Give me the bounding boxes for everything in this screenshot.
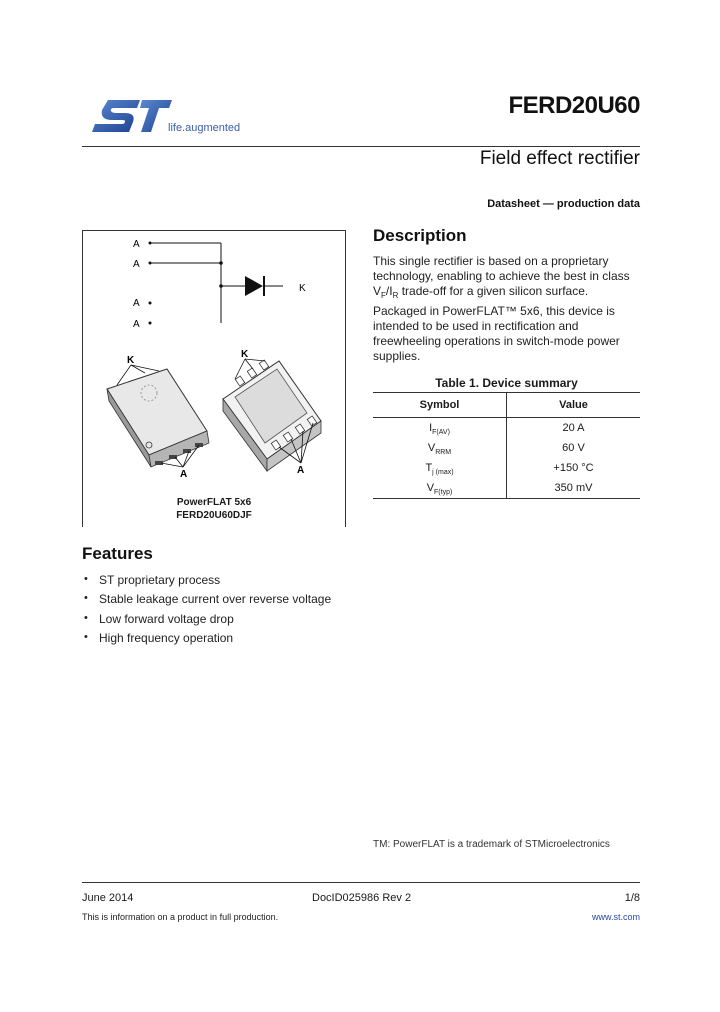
table-row [373, 438, 640, 458]
datasheet-label: Datasheet — production data [487, 198, 640, 210]
header-divider [82, 146, 640, 147]
trademark-note: TM: PowerFLAT is a trademark of STMicroelectronics [373, 839, 610, 850]
footer-doc-id: DocID025986 Rev 2 [312, 892, 412, 904]
package-part-number: FERD20U60DJF [176, 510, 252, 521]
package-k-label: K [127, 355, 135, 366]
package-name: PowerFLAT 5x6 [176, 497, 252, 508]
diode-symbol [245, 276, 264, 296]
table-row [373, 458, 640, 478]
package-bottom-a-label: A [297, 465, 305, 476]
pin-label-a1: A [133, 239, 140, 250]
pin-label-a2: A [133, 259, 140, 270]
document-subtitle: Field effect rectifier [479, 148, 640, 169]
pin-label-a3: A [133, 298, 140, 309]
description-heading: Description [373, 226, 467, 245]
value-cell: 350 mV [507, 478, 641, 499]
list-item: • ST proprietary process [82, 573, 331, 592]
list-item: • Stable leakage current over reverse voltage [82, 592, 331, 611]
description-paragraph-2: Packaged in PowerFLAT™ 5x6, this device is intended to be used in rectification and freewheeling operations in switch-mode power supplies. [373, 304, 620, 363]
description-paragraph-1: This single rectifier is based on a proprietary technology, enabling to achieve the best in class $V_F/I_R$ trade-off for a given silicon surface. [373, 254, 630, 300]
package-figure [82, 230, 346, 527]
symbol-cell: $T_{j (max)}$ [373, 458, 507, 478]
package-top-view [107, 355, 209, 480]
table-row [373, 478, 640, 499]
package-bottom-k-label: K [241, 349, 249, 360]
part-number-title: FERD20U60 [508, 92, 640, 119]
table-header-value: Value [507, 393, 641, 418]
package-a-label: A [180, 469, 188, 480]
pin-label-a4: A [133, 319, 140, 330]
value-cell: 20 A [562, 422, 585, 434]
table-row [373, 418, 640, 439]
package-bottom-view [223, 349, 321, 476]
footer-website-link[interactable]: www.st.com [591, 912, 640, 922]
symbol-cell: $I_{F(AV)}$ [373, 418, 507, 439]
footer-production-info: This is information on a product in full production. [82, 912, 279, 922]
footer-divider [82, 882, 640, 883]
features-list [82, 573, 331, 650]
list-item: • High frequency operation [82, 631, 331, 650]
st-tagline: life.augmented [168, 122, 241, 134]
st-logo [92, 96, 172, 140]
value-cell: 60 V [562, 442, 585, 454]
footer-date: June 2014 [82, 892, 134, 904]
schematic-and-package-drawing [83, 231, 347, 528]
footer-page-number: 1/8 [624, 892, 640, 904]
list-item: • Low forward voltage drop [82, 612, 331, 631]
symbol-cell: $V_{RRM}$ [373, 438, 507, 458]
table-header-symbol: Symbol [373, 393, 507, 418]
features-heading: Features [82, 544, 153, 563]
cathode-label: K [299, 283, 306, 294]
symbol-cell: $V_{F(typ)}$ [373, 478, 507, 499]
value-cell: +150 °C [553, 462, 594, 474]
table-caption: Table 1. Device summary [435, 376, 578, 390]
device-summary-table [373, 392, 640, 499]
